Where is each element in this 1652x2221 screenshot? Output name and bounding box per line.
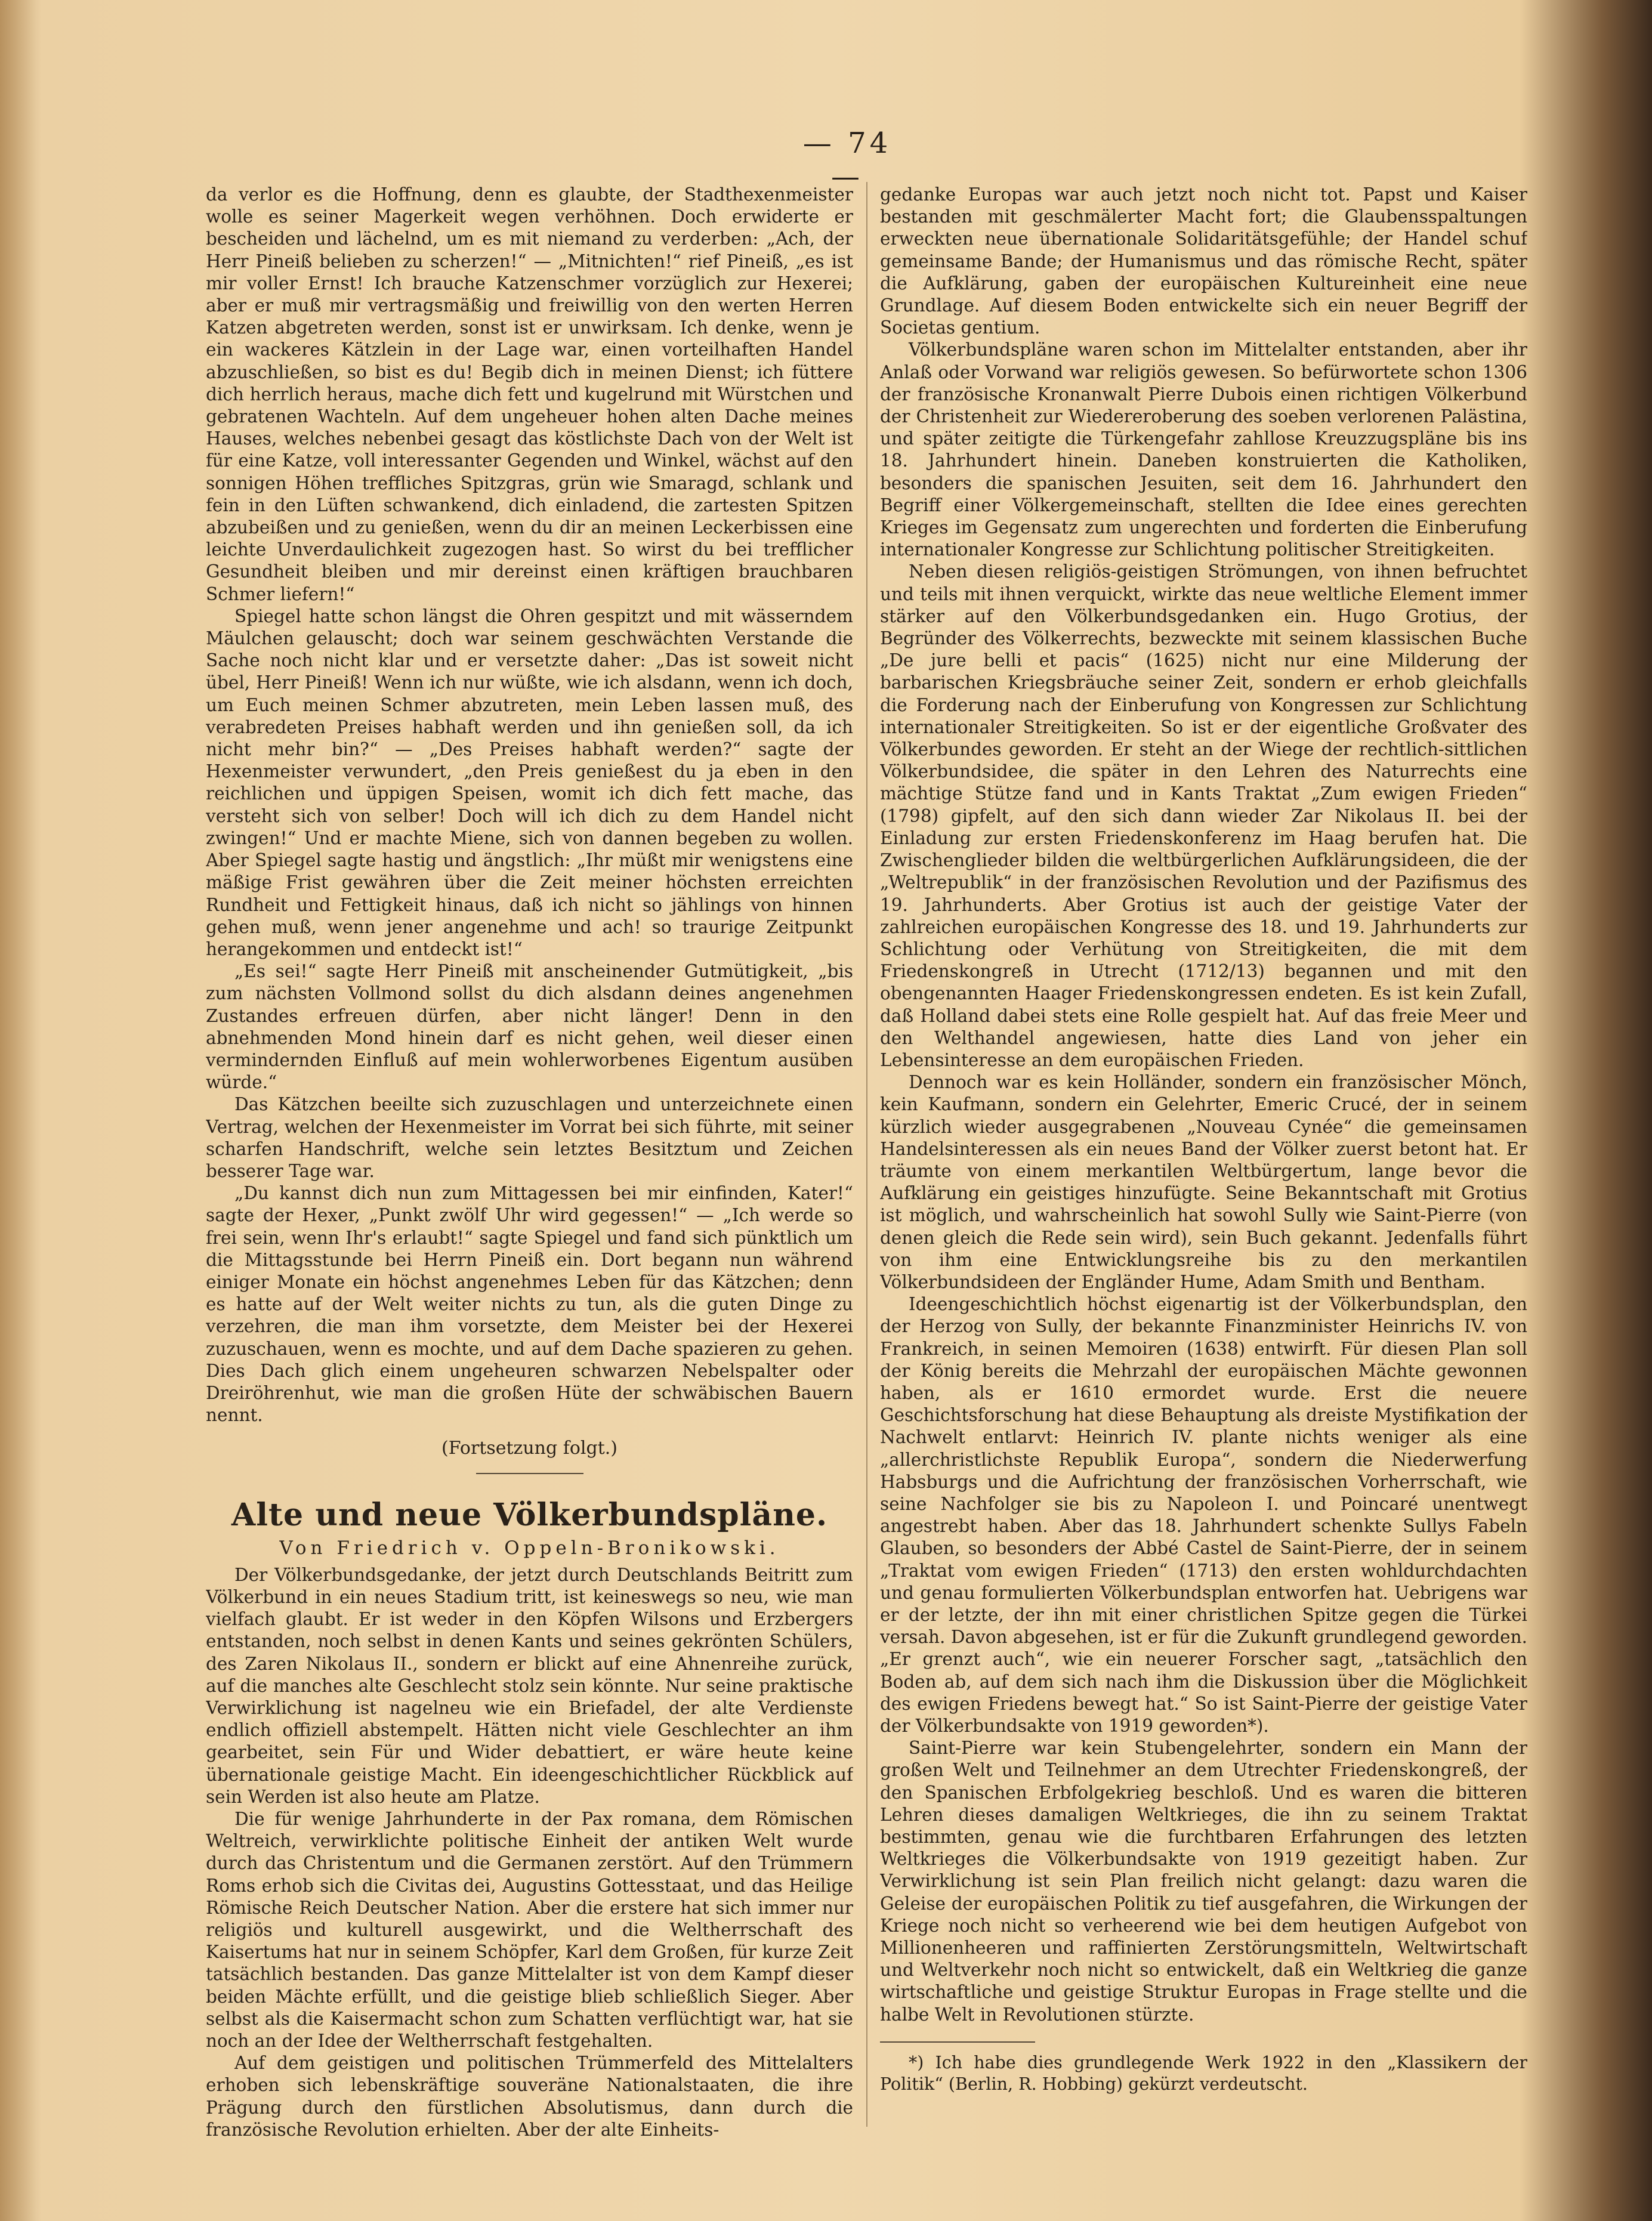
footnote: *) Ich habe dies grundlegende Werk 1922 in den „Klassikern der Politik“ (Berlin, R. Hobbing) gekürzt verdeutscht. [880,2052,1527,2094]
article-paragraph-2: Die für wenige Jahrhunderte in der Pax romana, dem Römischen Weltreich, verwirklichte politische Einheit der antiken Welt wurde durch das Christentum und die Germanen zerstört. Auf den Trümmern Roms erhob sich die Civitas dei, Augustins Gottesstaat, und das Heilige Römische Reich Deutscher Nation. Aber die erstere hat sich immer nur religiös und kulturell ausgewirkt, und die Weltherrschaft des Kaisertums hat nur in seinem Schöpfer, Karl dem Großen, für kurze Zeit tatsächlich bestanden. Das ganze Mittelalter ist von dem Kampf dieser beiden Mächte erfüllt, und die geistige blieb schließlich Sieger. Aber selbst als die Kaisermacht schon zum Schatten verflüchtigt war, hat sie noch an der Idee der Weltherrschaft festgehalten. [206,1809,853,2052]
story-paragraph-5: „Du kannst dich nun zum Mittagessen bei mir einfinden, Kater!“ sagte der Hexer, „Punkt zwölf Uhr wird gegessen!“ — „Ich werde so frei sein, wenn Ihr's erlaubt!“ sagte Spiegel und fand sich pünktlich um die Mittagsstunde bei Herrn Pineiß ein. Dort begann nun während einiger Monate ein höchst angenehmes Leben für das Kätzchen; denn es hatte auf der Welt weiter nichts zu tun, als die guten Dinge zu verzehren, die man ihm vorsetzte, dem Meister bei der Hexerei zuzuschauen, wenn es mochte, und auf dem Dache spazieren zu gehen. Dies Dach glich einem ungeheuren schwarzen Nebelspalter oder Dreiröhrenhut, wie man die großen Hüte der schwäbischen Bauern nennt. [206,1183,853,1426]
story-paragraph-4: Das Kätzchen beeilte sich zuzuschlagen und unterzeichnete einen Vertrag, welchen der Hexenmeister im Vorrat bei sich führte, mit seiner scharfen Handschrift, welche sein letztes Besitztum und Zeichen besserer Tage war. [206,1094,853,1181]
article-byline: Von Friedrich v. Oppeln-Bronikowski. [279,1537,780,1559]
story-paragraph-2: Spiegel hatte schon längst die Ohren gespitzt und mit wässerndem Mäulchen gelauscht; doch war seinem geschwächten Verstande die Sache noch nicht klar und er versetzte daher: „Das ist soweit nicht übel, Herr Pineiß! Wenn ich nur wüßte, wie ich alsdann, wenn ich doch, um Euch meinen Schmer abzutreten, mein Leben lassen muß, des verabredeten Preises habhaft werden und ihn genießen soll, da ich nicht mehr bin?“ — „Des Preises habhaft werden?“ sagte der Hexenmeister verwundert, „den Preis genießest du ja eben in den reichlichen und üppigen Speisen, womit ich dich fett mache, das versteht sich von selber! Doch will ich dich zu dem Handel nicht zwingen!“ Und er machte Miene, sich von dannen begeben zu wollen. Aber Spiegel sagte hastig und ängstlich: „Ihr müßt mir wenigstens eine mäßige Frist gewähren über die Zeit meiner höchsten erreichten Rundheit und Fettigkeit hinaus, daß ich nicht so jählings von hinnen gehen muß, wenn jener angenehme und ach! so traurige Zeitpunkt herangekommen und entdeckt ist!“ [206,606,853,959]
article-paragraph-5: Völkerbundspläne waren schon im Mittelalter entstanden, aber ihr Anlaß oder Vorwand war religiös gewesen. So befürwortete schon 1306 der französische Kronanwalt Pierre Dubois einen richtigen Völkerbund der Christenheit zur Wiedereroberung des soeben verlorenen Palästina, und später zeitigte die Türkengefahr zahllose Kreuzzugspläne bis ins 18. Jahrhundert hinein. Daneben konstruierten die Katholiken, besonders die spanischen Jesuiten, seit dem 16. Jahrhundert den Begriff einer Völkergemeinschaft, stellten die Idee eines gerechten Krieges im Gegensatz zum ungerechten und forderten die Einberufung internationaler Kongresse zur Schlichtung politischer Streitigkeiten. [880,339,1527,560]
left-column [206,184,853,2152]
story-paragraph-3: „Es sei!“ sagte Herr Pineiß mit anscheinender Gutmütigkeit, „bis zum nächsten Vollmond sollst du dich alsdann deines angenehmen Zustandes erfreuen dürfen, aber nicht länger! Denn in den abnehmenden Mond hinein darf es nicht gehen, weil dieser einen vermindernden Einfluß auf mein wohlerworbenes Eigentum ausüben würde.“ [206,961,853,1093]
article-title: Alte und neue Völkerbundspläne. [231,1496,828,1533]
page-number: — 74 — [802,126,892,193]
article-paragraph-6: Neben diesen religiös-geistigen Strömungen, von ihnen befruchtet und teils mit ihnen verquickt, wirkte das neue weltliche Element immer stärker auf den Völkerbundsgedanken ein. Hugo Grotius, der Begründer des Völkerrechts, bezweckte mit seinem klassischen Buche „De jure belli et pacis“ (1625) nicht nur eine Milderung der barbarischen Kriegsbräuche seiner Zeit, sondern er erhob gleichfalls die Forderung nach der Einberufung von Kongressen zur Schlichtung internationaler Streitigkeiten. So ist er der eigentliche Großvater des Völkerbundes geworden. Er steht an der Wiege der rechtlich-sittlichen Völkerbundsidee, die später in den Lehren des Naturrechts eine mächtige Stütze fand und in Kants Traktat „Zum ewigen Frieden“ (1798) gipfelt, auf den sich dann wieder Zar Nikolaus II. bei der Einladung zur ersten Friedenskonferenz im Haag berufen hat. Die Zwischenglieder bilden die weltbürgerlichen Aufklärungsideen, die der „Weltrepublik“ in der französischen Revolution und der Pazifismus des 19. Jahrhunderts. Aber Grotius ist auch der geistige Vater der zahlreichen europäischen Kongresse des 18. und 19. Jahrhunderts zur Schlichtung oder Verhütung von Streitigkeiten, die mit dem Friedenskongreß in Utrecht (1712/13) begannen und mit den obengenannten Haager Friedenskongressen endeten. Es ist kein Zufall, daß Holland dabei stets eine Rolle gespielt hat. Auf das freie Meer und den Welthandel angewiesen, hatte dies Land von jeher ein Lebensinteresse an dem europäischen Frieden. [880,561,1527,1070]
right-column [880,184,1527,2152]
article-paragraph-4: gedanke Europas war auch jetzt noch nicht tot. Papst und Kaiser bestanden mit geschmälerter Macht fort; die Glaubensspaltungen erweckten neue übernationale Solidaritätsgefühle; der Handel schuf gemeinsame Bande; der Humanismus und das römische Recht, später die Aufklärung, gaben der europäischen Kultureinheit eine neue Grundlage. Auf diesem Boden entwickelte sich ein neuer Begriff der Societas gentium. [880,184,1527,338]
article-paragraph-3: Auf dem geistigen und politischen Trümmerfeld des Mittelalters erhoben sich lebenskräftige souveräne Nationalstaaten, die ihre Prägung durch den fürstlichen Absolutismus, dann durch die französische Revolution erhielten. Aber der alte Einheits- [206,2053,853,2140]
article-paragraph-1: Der Völkerbundsgedanke, der jetzt durch Deutschlands Beitritt zum Völkerbund in ein neues Stadium tritt, ist keineswegs so neu, wie man vielfach glaubt. Er ist weder in den Köpfen Wilsons und Erzbergers entstanden, noch selbst in denen Kants und seines gekrönten Schülers, des Zaren Nikolaus II., sondern er blickt auf eine Ahnenreihe zurück, auf die manches alte Geschlecht stolz sein könnte. Nur seine praktische Verwirklichung ist nagelneu wie ein Briefadel, der alte Verdienste endlich offiziell abstempelt. Hätten nicht viele Geschlechter an ihm gearbeitet, sein Für und Wider debattiert, er wäre heute keine übernationale geistige Macht. Ein ideengeschichtlicher Rückblick auf sein Werden ist also heute am Platze. [206,1564,853,1807]
section-separator [476,1473,583,1474]
article-paragraph-7: Dennoch war es kein Holländer, sondern ein französischer Mönch, kein Kaufmann, sondern ein Gelehrter, Emeric Crucé, der in seinem kürzlich wieder ausgegrabenen „Nouveau Cynée“ die gemeinsamen Handelsinteressen als ein neues Band der Völker zuerst betont hat. Er träumte von einem merkantilen Weltbürgertum, lange bevor die Aufklärung ein geistiges hinzufügte. Seine Bekanntschaft mit Grotius ist möglich, und wahrscheinlich hat sowohl Sully wie Saint-Pierre (von denen gleich die Rede sein wird), sein Buch gekannt. Jedenfalls führt von ihm eine Entwicklungsreihe bis zu den merkantilen Völkerbundsideen der Engländer Hume, Adam Smith und Bentham. [880,1072,1527,1292]
continuation-note: (Fortsetzung folgt.) [441,1438,617,1459]
column-divider [866,182,867,2127]
footnote-rule [880,2041,1035,2043]
story-paragraph-1: da verlor es die Hoffnung, denn es glaubte, der Stadthexenmeister wolle es seiner Magerkeit wegen verhöhnen. Doch erwiderte er bescheiden und lächelnd, um es mit niemand zu verderben: „Ach, der Herr Pineiß belieben zu scherzen!“ — „Mitnichten!“ rief Pineiß, „es ist mir voller Ernst! Ich brauche Katzenschmer vorzüglich zur Hexerei; aber er muß mir vertragsmäßig und freiwillig von den werten Herren Katzen abgetreten werden, sonst ist er unwirksam. Ich denke, wenn je ein wackeres Kätzlein in der Lage war, einen vorteilhaften Handel abzuschließen, so bist es du! Begib dich in meinen Dienst; ich füttere dich herrlich heraus, mache dich fett und kugelrund mit Würstchen und gebratenen Wachteln. Auf dem ungeheuer hohen alten Dache meines Hauses, welches nebenbei gesagt das köstlichste Dach von der Welt ist für eine Katze, voll interessanter Gegenden und Winkel, wächst auf den sonnigen Höhen treffliches Spitzgras, grün wie Smaragd, schlank und fein in den Lüften schwankend, dich einladend, die zartesten Spitzen abzubeißen und zu genießen, wenn du dir an meinen Leckerbissen eine leichte Unverdaulichkeit zugezogen hast. So wirst du bei trefflicher Gesundheit bleiben und mir dereinst einen kräftigen brauchbaren Schmer liefern!“ [206,184,853,604]
article-paragraph-9: Saint-Pierre war kein Stubengelehrter, sondern ein Mann der großen Welt und Teilnehmer an dem Utrechter Friedenskongreß, der den Spanischen Erbfolgekrieg beschloß. Und es waren die bitteren Lehren dieses damaligen Weltkrieges, die ihn zu seinem Traktat bestimmten, genau wie die furchtbaren Erfahrungen des letzten Weltkrieges die Völkerbundsakte von 1919 gezeitigt haben. Zur Verwirklichung ist sein Plan freilich nicht gelangt: dazu waren die Geleise der europäischen Politik zu tief ausgefahren, die Wirkungen der Kriege noch nicht so verheerend wie bei dem heutigen Aufgebot von Millionenheeren und raffinierten Zerstörungsmitteln, Weltwirtschaft und Weltverkehr noch nicht so entwickelt, daß ein Weltkrieg die ganze wirtschaftliche und geistige Struktur Europas in Frage stellte und die halbe Welt in Revolutionen stürzte. [880,1738,1527,2025]
article-paragraph-8: Ideengeschichtlich höchst eigenartig ist der Völkerbundsplan, den der Herzog von Sully, der bekannte Finanzminister Heinrichs IV. von Frankreich, in seinen Memoiren (1638) entwirft. Für diesen Plan soll der König bereits die Mehrzahl der europäischen Mächte gewonnen haben, als er 1610 ermordet wurde. Erst die neuere Geschichtsforschung hat diese Behauptung als dreiste Mystifikation der Nachwelt entlarvt: Heinrich IV. plante nichts weniger als eine „allerchristlichste Republik Europa“, sondern die Niederwerfung Habsburgs und die Aufrichtung der französischen Vorherrschaft, wie seine Nachfolger sie bis zu Napoleon I. und Poincaré unentwegt angestrebt haben. Aber das 18. Jahrhundert schenkte Sullys Fabeln Glauben, so besonders der Abbé Castel de Saint-Pierre, der in seinem „Traktat vom ewigen Frieden“ (1713) den ersten wohldurchdachten und genau formulierten Völkerbundsplan entworfen hat. Uebrigens war er der letzte, der ihn mit einer christlichen Spitze gegen die Türkei versah. Davon abgesehen, ist er für die Zukunft grundlegend geworden. „Er grenzt auch“, wie ein neuerer Forscher sagt, „tatsächlich den Boden ab, auf dem sich nach ihm die Diskussion über die Möglichkeit des ewigen Friedens bewegt hat.“ So ist Saint-Pierre der geistige Vater der Völkerbundsakte von 1919 geworden*). [880,1294,1527,1737]
binding-shadow [0,0,42,2221]
